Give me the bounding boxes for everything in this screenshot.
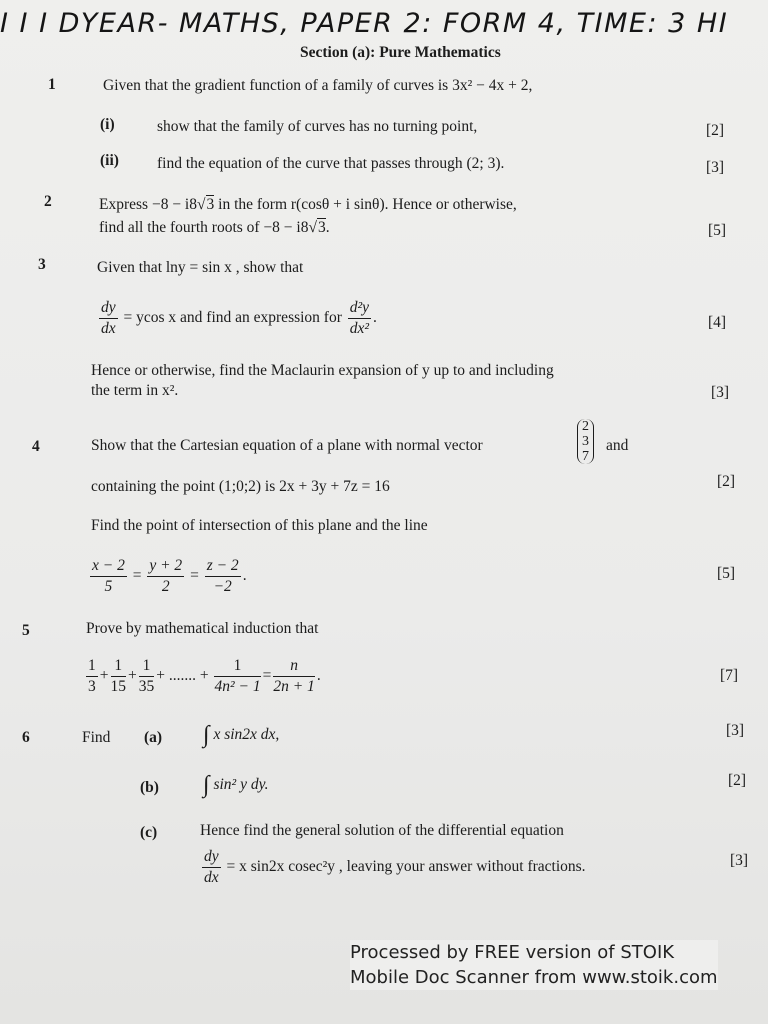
column-vector	[577, 419, 594, 464]
marks: [5]	[708, 222, 727, 239]
q6-part-a-label: (a)	[144, 729, 163, 746]
fraction	[205, 556, 241, 597]
q6-equation-rhs: = x sin2x cosec²y , leaving your answer without fractions.	[226, 858, 586, 876]
marks: [2]	[717, 473, 736, 490]
q3-rhs: = ycos x and find an expression for	[123, 309, 342, 327]
q1-part-i-text: show that the family of curves has no turning point,	[157, 118, 478, 135]
handwritten-title: I I I DYEAR- MATHS, PAPER 2: FORM 4, TIME: 3 HI	[0, 8, 729, 39]
q2-line2: find all the fourth roots of −8 − i8√3.	[99, 219, 330, 236]
fraction-numerator: y + 2	[147, 556, 184, 577]
q5-period: .	[316, 667, 321, 685]
question-number: 4	[32, 438, 40, 455]
scanner-watermark	[350, 940, 718, 990]
q1-stem: Given that the gradient function of a family of curves is 3x² − 4x + 2,	[103, 77, 533, 94]
marks: [4]	[708, 314, 727, 331]
q2-line2-end: .	[325, 219, 330, 236]
fraction-numerator: 1	[111, 656, 127, 677]
fraction-denominator: 2	[161, 578, 170, 595]
question-number: 5	[22, 622, 30, 639]
q6-part-c-text: Hence find the general solution of the differential equation	[200, 822, 564, 839]
q6-part-c-label: (c)	[140, 824, 158, 841]
marks: [2]	[706, 122, 725, 139]
fraction-denominator: 3	[88, 678, 96, 695]
integral-sign: ∫	[203, 722, 210, 748]
q5-stem: Prove by mathematical induction that	[86, 620, 319, 637]
integral-sign: ∫	[203, 772, 210, 798]
derivative-fraction	[99, 298, 118, 339]
q1-part-i-label: (i)	[100, 116, 115, 133]
q3-period: .	[373, 309, 377, 327]
q5-series	[84, 656, 321, 697]
q4-line-equation: $\frac{x - 2}{5}$ = $\frac{y + 2}{2}$ = $\frac{z - 2}{-2}$ .	[92, 557, 247, 595]
q3-equation	[97, 298, 377, 339]
q6-differential-equation	[200, 847, 586, 888]
fraction-numerator: dy	[202, 847, 221, 868]
fraction-numerator: 1	[214, 656, 260, 677]
marks: [3]	[730, 852, 749, 869]
q4-normal-vector	[577, 419, 594, 464]
q6-part-b	[203, 772, 268, 799]
watermark-line: Processed by FREE version of STOIK	[350, 942, 675, 963]
plus-sign: +	[99, 667, 109, 685]
fraction	[86, 656, 98, 697]
q2-line1-end: in the form r(cosθ + i sinθ). Hence or otherwise,	[214, 196, 517, 213]
q3-line4: the term in x².	[91, 382, 179, 399]
fraction-denominator: 2n + 1	[273, 678, 315, 695]
q2-line1-start: Express −8 − i8	[99, 196, 197, 213]
q2-root: 3	[206, 196, 215, 213]
fraction-numerator: z − 2	[205, 556, 241, 577]
fraction-denominator: dx	[204, 869, 219, 886]
q6-part-a	[203, 722, 279, 749]
equals-sign: =	[262, 667, 272, 685]
q3-line3: Hence or otherwise, find the Maclaurin expansion of y up to and including	[91, 362, 554, 379]
marks: [3]	[706, 159, 725, 176]
q2-line2-start: find all the fourth roots of −8 − i8	[99, 219, 309, 236]
derivative-fraction	[202, 847, 221, 888]
integrand: sin² y dy.	[213, 776, 269, 794]
question-number: 3	[38, 256, 46, 273]
q2-root: 3	[318, 219, 326, 236]
question-number: 1	[48, 76, 56, 93]
fraction	[90, 556, 127, 597]
fraction	[273, 656, 314, 697]
plus-sign: +	[128, 667, 137, 685]
q4-and: and	[606, 437, 629, 454]
q6-part-b-label: (b)	[140, 779, 159, 796]
fraction	[139, 656, 155, 697]
fraction-denominator: 4n² − 1	[214, 678, 261, 695]
series-dots: + ....... +	[156, 667, 209, 685]
vector-component: 7	[582, 449, 589, 464]
marks: [3]	[726, 722, 745, 739]
q4-line1: Show that the Cartesian equation of a plane with normal vector	[91, 437, 483, 454]
vector-component: 3	[582, 434, 589, 449]
marks: [7]	[720, 667, 739, 684]
fraction-denominator: 15	[110, 678, 126, 695]
marks: [5]	[717, 565, 736, 582]
marks: [3]	[711, 384, 730, 401]
watermark-line: Mobile Doc Scanner from www.stoik.com	[350, 967, 718, 988]
q1-part-ii-label: (ii)	[100, 152, 119, 169]
q2-line1: Express −8 − i8√3 in the form r(cosθ + i sinθ). Hence or otherwise,	[99, 196, 517, 213]
question-number: 6	[22, 729, 30, 746]
fraction-numerator: 1	[139, 656, 155, 677]
vector-component: 2	[582, 419, 589, 434]
fraction-numerator: n	[273, 656, 314, 677]
fraction-denominator: −2	[213, 578, 232, 595]
q3-stem: Given that lny = sin x , show that	[97, 259, 304, 276]
fraction-denominator: 35	[138, 678, 155, 695]
q4-line3: Find the point of intersection of this plane and the line	[91, 517, 428, 534]
fraction-numerator: d²y	[348, 298, 371, 319]
fraction-denominator: dx²	[349, 320, 370, 337]
second-derivative-fraction	[348, 298, 371, 339]
marks: [2]	[728, 772, 747, 789]
section-title: Section (a): Pure Mathematics	[300, 44, 501, 61]
fraction	[111, 656, 127, 697]
question-number: 2	[44, 193, 52, 210]
fraction-denominator: dx	[101, 320, 116, 337]
q6-find: Find	[82, 729, 111, 746]
fraction	[214, 656, 260, 697]
integrand: x sin2x dx,	[213, 726, 280, 744]
fraction-numerator: dy	[99, 298, 118, 319]
equals-sign: =	[190, 567, 199, 585]
equals-sign: =	[132, 567, 142, 585]
fraction-numerator: 1	[86, 656, 98, 677]
q1-part-ii-text: find the equation of the curve that passes through (2; 3).	[157, 155, 505, 172]
fraction-denominator: 5	[104, 578, 113, 595]
fraction-numerator: x − 2	[90, 556, 127, 577]
fraction	[147, 556, 184, 597]
q4-line2: containing the point (1;0;2) is 2x + 3y + 7z = 16	[91, 478, 390, 495]
